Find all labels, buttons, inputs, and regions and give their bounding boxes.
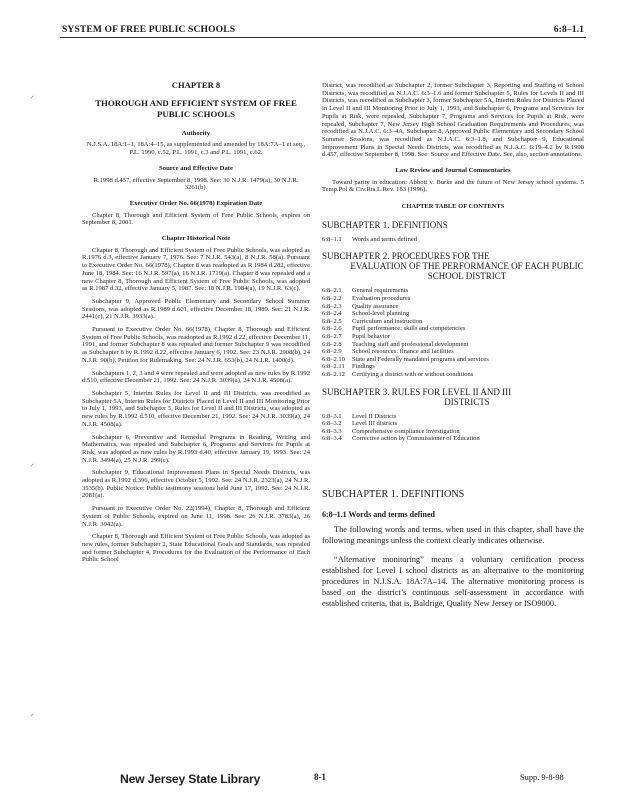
- section-heading: 6:8–1.1 Words and terms defined: [322, 509, 435, 519]
- toc-entry: 6:8–2.2 Evaluation procedures: [322, 295, 411, 303]
- toc-entry: 6:8–2.8 Teaching staff and professional development: [322, 340, 469, 348]
- toc-entry: 6:8–2.12 Certifying a district with or without conditions: [322, 370, 474, 378]
- header-section-number: 6:8–1.1: [553, 24, 584, 35]
- authority-text: N.J.S.A. 18A:1–1, 18A:4–15, as supplemented and amended by 18A:7A–1 et seq., P.L. 1990, c.52, P.L. 1991, c.3 and P.L. 1991, c.62.: [86, 141, 306, 157]
- page-number: 8-1: [314, 772, 326, 782]
- historical-note-heading: Chapter Historical Note: [161, 235, 231, 243]
- toc-entry: 6:8–2.10 State and Federally mandated programs and services: [322, 355, 489, 363]
- historical-paragraph: Pursuant to Executive Order No. 66(1978), Chapter 8, Thorough and Efficient System of Free Public Schools, was readopted as R.1992 d.22, effective December 11, 1991, and former Subchapter 8 was repealed and former Subchapter 9 was recodified as Subchapter 8 by R.1992 d.22, effective January 6, 1992. See: 23 N.J.R. 2908(b), 24 N.J.R. 90(b). Petition for Rulemaking. See: 24 N.J.R. 653(b), 24 N.J.R. 1400(d).: [82, 326, 310, 364]
- historical-paragraph: Subchapter 9, Approved Public Elementary and Secondary School Summer Sessions, was adopted as R.1989 d.601, effective December 18, 1989. See: 21 N.J.R. 2441(c), 21 N.J.R. 3933(a).: [82, 297, 310, 321]
- law-review-text: Toward parity in education: Abbott v. Burke and the future of New Jersey school systems. 5 Temp.Pol & Civ.Rts.L.Rev. 183 (1996).: [322, 178, 584, 194]
- historical-paragraph: Subchapter 6, Preventive and Remedial Programs in Reading, Writing and Mathematics, was repealed and Subchapter 6, Programs and Services for Pupils at Risk, was adopted as new rules by R.1993 d.40, effective January 19, 1993. See: 24 N.J.R. 3494(a), 25 N.J.R. 299(c).: [82, 433, 310, 464]
- source-heading: Source and Effective Date: [159, 164, 233, 172]
- toc-subchapter-2-list: [322, 287, 584, 378]
- section-body: [322, 524, 584, 609]
- toc-entry: 6:8–2.5 Curriculum and instruction: [322, 317, 423, 325]
- chapter-title: THOROUGH AND EFFICIENT SYSTEM OF FREE PUBLIC SCHOOLS: [95, 97, 297, 119]
- toc-entry: 6:8–3.4 Corrective action by Commissioner of Education: [322, 435, 480, 443]
- page-footer: [0, 772, 618, 792]
- running-header: [62, 24, 584, 35]
- toc-entry: 6:8–2.1 General requirements: [322, 287, 409, 295]
- source-text: R.1998 d.457, effective September 8, 1998. See: 30 N.J.R. 1479(a), 30 N.J.R. 3261(b).: [93, 176, 299, 192]
- left-column: [82, 80, 310, 569]
- toc-heading: CHAPTER TABLE OF CONTENTS: [401, 203, 505, 211]
- spacer: [322, 451, 584, 491]
- authority-heading: Authority: [181, 129, 211, 137]
- toc-entry: 6:8–2.3 Quality assurance: [322, 302, 399, 310]
- exec-order-text: Chapter 8, Thorough and Efficient System of Free Public Schools, expires on September 8, 2001.: [82, 211, 310, 227]
- toc-entry: 6:8–2.6 Pupil performance: skills and competencies: [322, 325, 466, 333]
- margin-mark: ⸝: [30, 91, 34, 100]
- header-title: SYSTEM OF FREE PUBLIC SCHOOLS: [62, 24, 236, 35]
- supplement-date: Supp. 9-8-98: [520, 773, 564, 782]
- right-column: [322, 82, 584, 617]
- toc-entry: 6:8–3.2 Level III districts: [322, 420, 398, 428]
- law-review-heading: Law Review and Journal Commentaries: [395, 167, 511, 175]
- toc-entry: 6:8–3.3 Comprehensive compliance investigation: [322, 427, 460, 435]
- chapter-number: CHAPTER 8: [171, 80, 221, 90]
- historical-paragraph: Chapter 8, Thorough and Efficient System of Free Public Schools, was adopted as new rules, former Subchapter 2, State Educational Goals and Standards, was repealed and former Subchapter 4, Procedures for the Evaluation of the Performance of Each Public School: [82, 533, 310, 564]
- toc-subchapter-1-title: SUBCHAPTER 1. DEFINITIONS: [322, 219, 448, 230]
- toc-entry: 6:8–2.4 School-level planning: [322, 310, 410, 318]
- historical-paragraph: Chapter 8, Thorough and Efficient System of Free Public Schools, was adopted as R.1976 d.3, effective January 7, 1976. See: 7 N.J.R. 543(a), 8 N.J.R. 58(a). Pursuant to Executive Order No. 66(1978), Chapter 8 was readopted as R.1984 d.282, effective June 18, 1984. See: 16 N.J.R. 597(a), 16 N.J.R. 1719(a). Chapter 8 was repealed and a new Chapter 8, Thorough and Efficient System of Free Public Schools, was adopted as R.1987 d.32, effective January 5, 1987. See: 18 N.J.R. 1984(a), 19 N.J.R. 63(c).: [82, 246, 310, 293]
- body-paragraph: The following words and terms, when used in this chapter, shall have the following meanings unless the context clearly indicates otherwise.: [322, 525, 584, 546]
- subchapter-heading: SUBCHAPTER 1. DEFINITIONS: [322, 488, 465, 500]
- toc-subchapter-3-list: [322, 413, 584, 443]
- exec-order-heading: Executive Order No. 66(1978) Expiration Date: [129, 199, 263, 207]
- historical-paragraph: Subchapters 1, 2, 3 and 4 were repealed and were adopted as new rules by R.1992 d.510, effective December 21, 1992. See: 24 N.J.R. 3039(a), 24 N.J.R. 4508(a).: [82, 369, 310, 385]
- toc-entry: 6:8–3.1 Level II Districts: [322, 412, 397, 420]
- historical-paragraph: Subchapter 9, Educational Improvement Plans in Special Needs Districts, was adopted as R.1992 d.396, effective October 5, 1992. See: 24 N.J.R. 2323(a), 24 N.J.R. 3535(b). Public Notice: Public testimony sessions held June 17, 1992. See: 24 N.J.R. 2081(a).: [82, 469, 310, 500]
- margin-mark: ⸝: [30, 709, 34, 718]
- library-stamp: New Jersey State Library: [120, 772, 261, 786]
- toc-entry: 6:8–2.9 School resources: finance and facilities: [322, 348, 454, 356]
- toc-entry: 6:8–2.11 Findings: [322, 363, 375, 371]
- toc-entry: 6:8–1.1 Words and terms defined: [322, 235, 417, 243]
- toc-subchapter-2-title: SUBCHAPTER 2. PROCEDURES FOR THE EVALUATION OF THE PERFORMANCE OF EACH PUBLIC SCHOOL DISTRICT: [322, 251, 584, 282]
- body-paragraph: “Alternative monitoring” means a voluntary certification process established for Level I school districts as an alternative to the monitoring procedures in N.J.S.A. 18A:7A–14. The alternative monitoring process is based on the district’s continuous self-assessment in accordance with established criteria, that is, Baldrige, Quality New Jersey or ISO9000.: [322, 555, 584, 609]
- historical-paragraph: Pursuant to Executive Order No. 22(1994), Chapter 8, Thorough and Efficient System of Public Schools, expired on June 11, 1998. See: 26 N.J.R. 3783(a), 26 N.J.R. 3942(a).: [82, 505, 310, 528]
- toc-entry: 6:8–2.7 Pupil behavior: [322, 333, 391, 340]
- toc-subchapter-3-title: SUBCHAPTER 3. RULES FOR LEVEL II AND III DISTRICTS: [322, 386, 512, 407]
- header-rule: [60, 37, 586, 38]
- historical-note-continued: District, was recodified as Subchapter 2, former Subchapter 3, Reporting and Staffing of School Districts, was recodified as N.J.A.C. 6:3–1.6 and former Subchapter 5, Rules for Levels II and III Districts, was recodified as Subchapter 3, former Subchapter 5A, Interim Rules for Districts Placed in Level II and III Monitoring Prior to July 1, 1993, and Subchapter 6, Programs and Services for Pupils at Risk, were repealed, Subchapter 7, Programs and Services for Pupils at Risk, were repealed, Subchapter 7, New Jersey High School Graduation Requirements and Procedures, was recodified as N.J.A.C. 6:3–4A, Subchapter 8, Approved Public Elementary and Secondary School Summer Sessions, was recodified as N.J.A.C. 6:3–1.8, and Subchapter 9, Educational Improvement Plans in Special Needs Districts, was recodified as N.J.A.C. 6:19–4.2 by R.1998 d.457, effective September 8, 1998. See: Source and Effective Date. See, also, section annotations.: [322, 82, 584, 159]
- margin-mark: ⸝: [30, 459, 34, 468]
- toc-subchapter-1-list: [322, 236, 584, 244]
- historical-paragraph: Subchapter 5, Interim Rules for Level II and III Districts, was recodified as Subchapter 5A, Interim Rules for Districts Placed in Level II and III Monitoring Prior to July 1, 1993, and Subchapter 5, Rules for Level II and III Districts, was adopted as new rules by R.1992 d.510, effective December 21, 1992. See: 24 N.J.R. 3039(a), 24 N.J.R. 4508(a).: [82, 389, 310, 428]
